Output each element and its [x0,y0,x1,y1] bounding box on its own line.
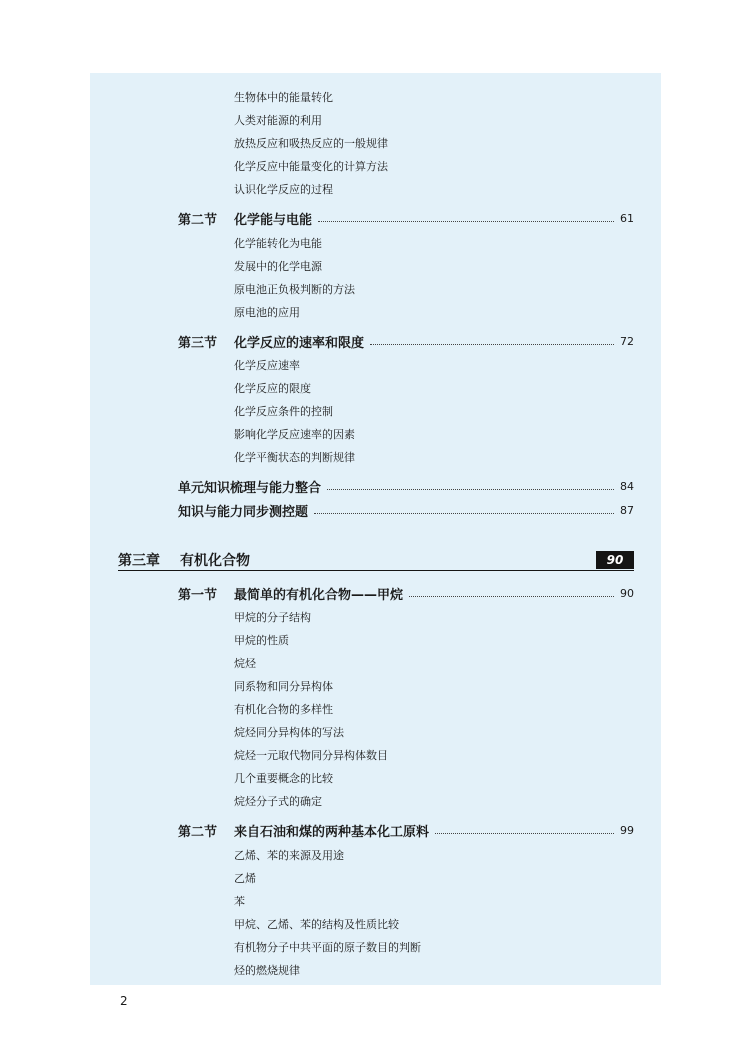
section-page: 90 [620,586,634,600]
toc-subitem[interactable]: 认识化学反应的过程 [234,183,333,196]
toc-subitem[interactable]: 烷烃 [234,657,256,670]
toc-subitem[interactable]: 原电池正负极判断的方法 [234,283,355,296]
toc-subitem[interactable]: 有机物分子中共平面的原子数目的判断 [234,941,421,954]
toc-subitem[interactable]: 几个重要概念的比较 [234,772,333,785]
toc-subitem[interactable]: 放热反应和吸热反应的一般规律 [234,137,388,150]
toc-subitem[interactable]: 生物体中的能量转化 [234,91,333,104]
toc-test-entry[interactable] [178,501,634,519]
dot-leader [409,596,614,597]
section-title: 来自石油和煤的两种基本化工原料 [234,824,430,840]
section-page: 61 [620,211,634,225]
toc-subitem[interactable]: 化学反应的限度 [234,382,311,395]
section-label: 第三节 [178,335,218,351]
chapter-rule [118,570,634,571]
toc-subitem[interactable]: 烃的燃烧规律 [234,964,300,977]
toc-subitem[interactable]: 化学平衡状态的判断规律 [234,451,355,464]
toc-subitem[interactable]: 有机化合物的多样性 [234,703,333,716]
toc-subitem[interactable]: 乙烯、苯的来源及用途 [234,849,344,862]
chapter-heading[interactable] [118,550,634,570]
toc-section-3-2[interactable] [178,821,634,839]
entry-page: 87 [620,503,634,517]
toc-subitem[interactable]: 乙烯 [234,872,256,885]
section-page: 99 [620,823,634,837]
toc-section-2-3[interactable] [178,332,634,350]
page-number: 2 [120,994,128,1008]
section-title: 化学能与电能 [234,212,313,228]
dot-leader [435,833,614,834]
toc-subitem[interactable]: 烷烃一元取代物同分异构体数目 [234,749,388,762]
toc-summary-entry[interactable] [178,477,634,495]
dot-leader [314,513,614,514]
section-label: 第一节 [178,587,218,603]
dot-leader [327,489,614,490]
dot-leader [318,221,614,222]
toc-subitem[interactable]: 烷烃分子式的确定 [234,795,322,808]
toc-subitem[interactable]: 烷烃同分异构体的写法 [234,726,344,739]
toc-section-2-2[interactable] [178,209,634,227]
toc-subitem[interactable]: 甲烷、乙烯、苯的结构及性质比较 [234,918,399,931]
toc-subitem[interactable]: 同系物和同分异构体 [234,680,333,693]
toc-subitem[interactable]: 原电池的应用 [234,306,300,319]
section-title: 最简单的有机化合物——甲烷 [234,587,404,603]
chapter-title: 有机化合物 [180,553,250,569]
chapter-page-badge: 90 [596,551,634,569]
toc-section-3-1[interactable] [178,584,634,602]
section-label: 第二节 [178,212,218,228]
toc-subitem[interactable]: 人类对能源的利用 [234,114,322,127]
entry-title: 知识与能力同步测控题 [178,504,309,520]
entry-page: 84 [620,479,634,493]
entry-title: 单元知识梳理与能力整合 [178,480,322,496]
chapter-label: 第三章 [118,553,160,569]
toc-subitem[interactable]: 苯 [234,895,245,908]
toc-subitem[interactable]: 甲烷的性质 [234,634,289,647]
section-label: 第二节 [178,824,218,840]
toc-subitem[interactable]: 甲烷的分子结构 [234,611,311,624]
toc-subitem[interactable]: 发展中的化学电源 [234,260,322,273]
toc-subitem[interactable]: 化学反应中能量变化的计算方法 [234,160,388,173]
toc-subitem[interactable]: 影响化学反应速率的因素 [234,428,355,441]
dot-leader [370,344,614,345]
toc-subitem[interactable]: 化学反应条件的控制 [234,405,333,418]
section-title: 化学反应的速率和限度 [234,335,365,351]
toc-subitem[interactable]: 化学能转化为电能 [234,237,322,250]
toc-subitem[interactable]: 化学反应速率 [234,359,300,372]
section-page: 72 [620,334,634,348]
